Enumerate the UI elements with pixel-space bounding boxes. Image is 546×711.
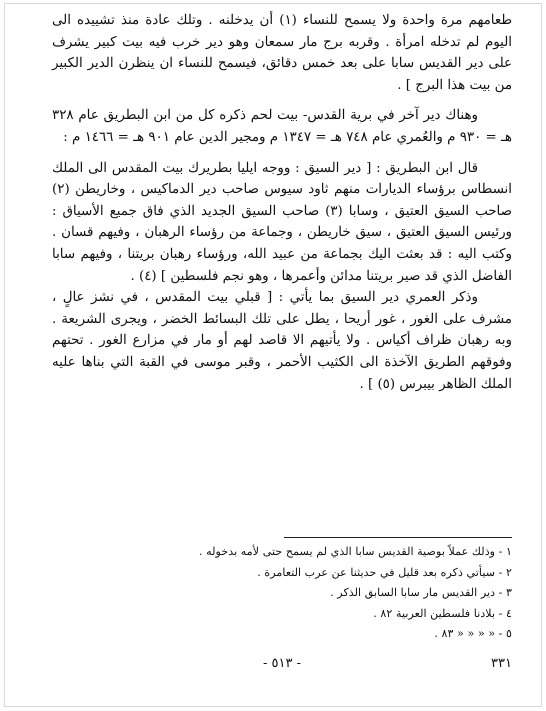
footnote-rule	[284, 537, 512, 538]
paragraph-ibn-al-batriq: قال ابن البطريق : [ دير السيق : ووجه ايليا بطريرك بيت المقدس الى الملك انسطاس برؤساء الديارات منهم ثاود سيوس صاحب دير الدماكيس ، وخاريطن (٢) صاحب السيق العتيق ، وسابا (٣) صاحب السيق الجديد الذي فاق جميع الأسياق : ورئيس السيق العتيق ، سيق خاريطن ، وجماعة من رؤساء الرهبان ، وفيهم قسان . وكتب اليه : قد بعثت اليك بجماعة من عبيد الله، ورؤساء رهبان بريتنا ، وفيهم سابا الفاضل الذي قد صير بريتنا مدائن وأعمرها ، وهو نجم فلسطين ] (٤) .	[52, 160, 512, 284]
paragraph-al-umari: وذكر العمري دير السيق بما يأتي : [ قبلي بيت المقدس ، في نشز عالٍ ، مشرف على الغور ، غور أريحا ، يطل على تلك البسائط الخضر ، ويجرى الشريعة . وبه رهبان ظراف أكياس . ولا يأتيهم الا قاصد لهم أو مار في مزارع الغور . تحتهم وفوقهم الطريق الآخذة الى الكثيب الأحمر ، وقبر موسى في القبة التي بناها عليه الملك الظاهر بيبرس (٥) ] .	[52, 290, 512, 392]
footnote-3: ٣ - دير القديس مار سابا السابق الذكر .	[330, 586, 512, 599]
footnote-5: ٥ - « « « « ٨٣ .	[434, 627, 512, 640]
page-number: - ٥١٣ -	[262, 656, 301, 671]
footnote-2: ٢ - سيأتي ذكره بعد قليل في حديثنا عن عرب التعامرة .	[257, 565, 512, 579]
paragraph-continuation: طعامهم مرة واحدة ولا يسمح للنساء (١) أن يدخلنه . وتلك عادة منذ تشييده الى اليوم لم تدخله امرأة . وقربه برج مار سمعان وهو دير خرب فيه بيت كبير يشرف على دير القديس سابا على بعد خمس دقائق، فيسمح للنساء ان ينظرن الدير الكبير من بيت هذا البرج ] .	[52, 13, 512, 93]
footnotes	[130, 542, 512, 645]
footnote-1: ١ - وذلك عملاً بوصية القديس سابا الذي لم يسمح حتى لأمه بدخوله .	[199, 545, 512, 558]
folio-code: ٣٣١	[491, 656, 512, 671]
page-footer	[52, 656, 512, 676]
paragraph-monastery-intro: وهناك دير آخر في برية القدس- بيت لحم ذكره كل من ابن البطريق عام ٣٢٨ هـ = ٩٣٠ م والعُمري عام ٧٤٨ هـ = ١٣٤٧ م ومجير الدين عام ٩٠١ هـ = ١٤٦٦ م :	[52, 108, 512, 145]
main-text	[52, 10, 512, 395]
footnote-4: ٤ - بلادنا فلسطين العربية ٨٢ .	[373, 606, 512, 620]
